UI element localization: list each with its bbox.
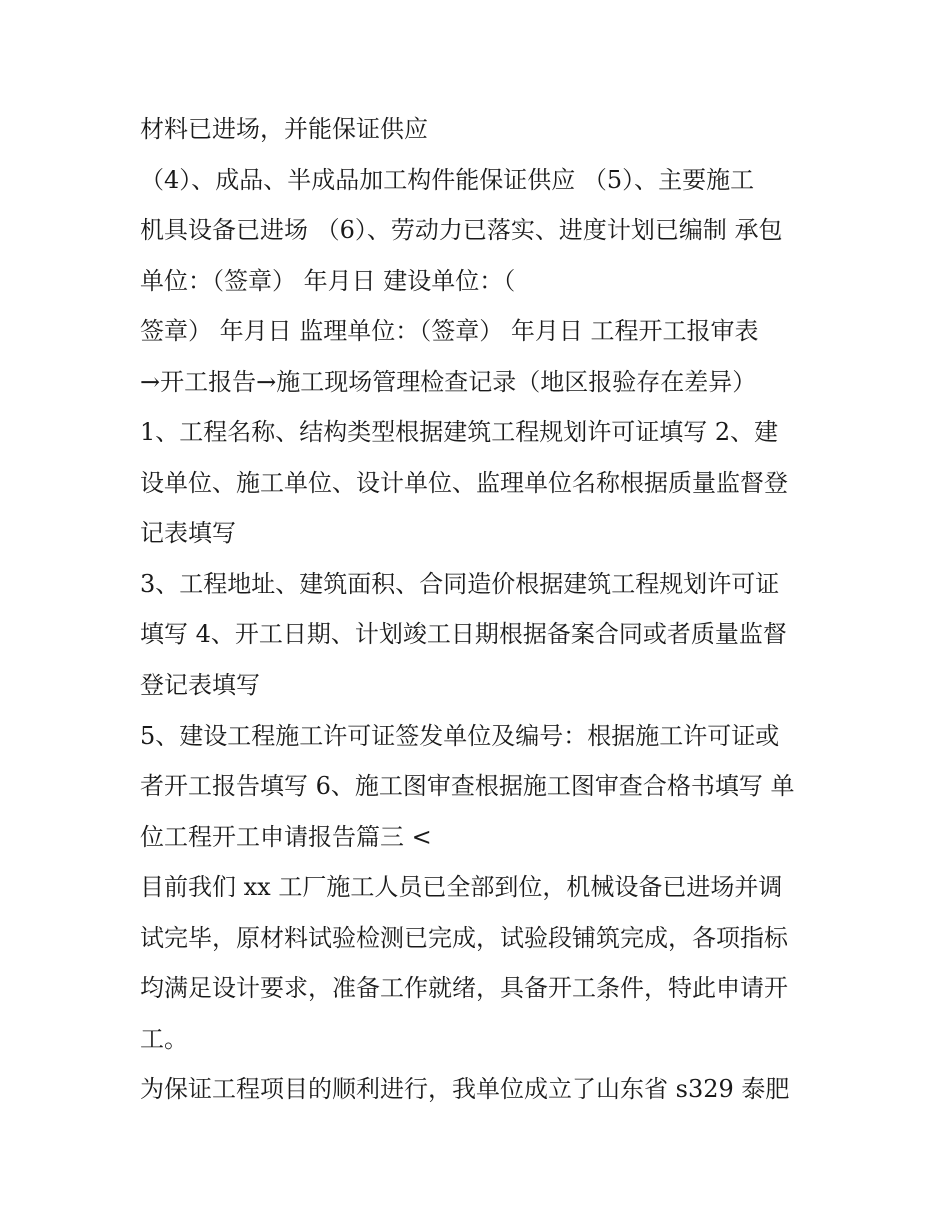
text-line: 1、工程名称、结构类型根据建筑工程规划许可证填写 2、建 bbox=[140, 418, 779, 446]
text-line: 单位：（签章） 年月日 建设单位：（ bbox=[140, 267, 516, 295]
text-line: 5、建设工程施工许可证签发单位及编号：根据施工许可证或 bbox=[140, 722, 780, 750]
text-line: （4）、成品、半成品加工构件能保证供应 （5）、主要施工 bbox=[140, 166, 755, 194]
text-line: 3、工程地址、建筑面积、合同造价根据建筑工程规划许可证 bbox=[140, 570, 780, 598]
text-line: 材料已进场，并能保证供应 bbox=[140, 115, 428, 143]
text-line: →开工报告→施工现场管理检查记录（地区报验存在差异） bbox=[140, 368, 757, 396]
text-line: 均满足设计要求，准备工作就绪，具备开工条件，特此申请开 bbox=[140, 974, 788, 1002]
text-line: 填写 4、开工日期、计划竣工日期根据备案合同或者质量监督 bbox=[140, 620, 787, 648]
text-line: 为保证工程项目的顺利进行，我单位成立了山东省 s329 泰肥 bbox=[140, 1075, 790, 1103]
text-line: 签章） 年月日 监理单位：（签章） 年月日 工程开工报审表 bbox=[140, 317, 759, 345]
text-line: 设单位、施工单位、设计单位、监理单位名称根据质量监督登 bbox=[140, 469, 788, 497]
text-line: 记表填写 bbox=[140, 519, 236, 547]
text-line: 位工程开工申请报告篇三 < bbox=[140, 823, 432, 851]
text-line: 者开工报告填写 6、施工图审查根据施工图审查合格书填写 单 bbox=[140, 772, 795, 800]
text-line: 登记表填写 bbox=[140, 671, 260, 699]
text-line: 目前我们 xx 工厂施工人员已全部到位，机械设备已进场并调 bbox=[140, 873, 783, 901]
text-line: 工。 bbox=[140, 1025, 188, 1053]
text-line: 机具设备已进场 （6）、劳动力已落实、进度计划已编制 承包 bbox=[140, 216, 783, 244]
text-line: 试完毕，原材料试验检测已完成，试验段铺筑完成，各项指标 bbox=[140, 924, 788, 952]
